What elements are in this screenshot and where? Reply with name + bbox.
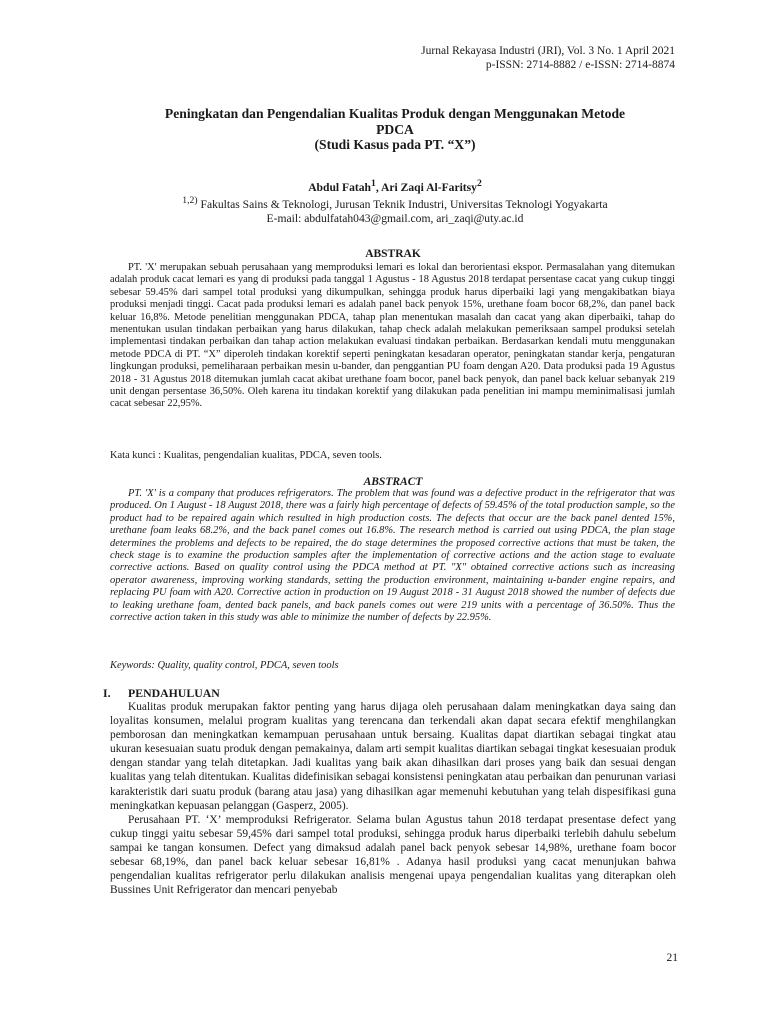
body-paragraph-1: Kualitas produk merupakan faktor penting yang harus dijaga oleh perusahaan dalam meningkatkan daya saing dan loyalitas konsumen, melalui program kualitas yang terencana dan terkendali akan dapat secara efektif menghilangkan pemborosan dan meningkatkan kemampuan perusahaan untuk bersaing. Kualitas dapat diartikan sebagai tingkat atau ukuran kesesuaian suatu produk dengan pemakainya, dalam arti sempit kualitas diartikan sebagai tingkat kesesuaian produk dengan standar yang telah ditetapkan. Jadi kualitas yang baik akan dihasilkan dari proses yang baik dan sesuai dengan kualitas yang telah ditentukan. Kualitas didefinisikan sebagai konsistensi peningkatan atau perbaikan dan penurunan variasi karakteristik dari suatu produk (barang atau jasa) yang dihasilkan agar memenuhi kebutuhan yang telah dispesifikasi guna meningkatkan kepuasan pelanggan (Gasperz, 2005). [110, 701, 676, 812]
affiliation-sup: 1,2) [182, 195, 198, 207]
author-block [110, 177, 680, 225]
abstrak-body [110, 262, 675, 411]
kata-kunci: Kata kunci : Kualitas, pengendalian kualitas, PDCA, seven tools. [110, 450, 382, 461]
abstract-body [110, 488, 675, 624]
author-2-sup: 2 [476, 178, 482, 189]
author-names [110, 177, 680, 194]
section-number: I. [103, 686, 111, 700]
journal-citation: Jurnal Rekayasa Industri (JRI), Vol. 3 No. 1 April 2021 [421, 45, 675, 57]
page-number: 21 [666, 952, 678, 964]
title-subtitle: (Studi Kasus pada PT. “X”) [314, 137, 476, 152]
author-1: Abdul Fatah [308, 180, 372, 194]
section-body [110, 700, 676, 897]
section-title: PENDAHULUAN [128, 686, 220, 700]
abstrak-heading: ABSTRAK [365, 248, 421, 260]
affiliation [110, 194, 680, 211]
paper-title [110, 106, 680, 153]
keywords: Keywords: Quality, quality control, PDCA, seven tools [110, 660, 339, 671]
author-1-sup: 1 [371, 178, 376, 189]
author-2: Ari Zaqi Al-Faritsy [381, 180, 477, 194]
title-line-1: Peningkatan dan Pengendalian Kualitas Produk dengan Menggunakan Metode [164, 106, 626, 121]
journal-issn: p-ISSN: 2714-8882 / e-ISSN: 2714-8874 [485, 59, 675, 71]
author-separator: , [375, 180, 382, 194]
author-email: E-mail: abdulfatah043@gmail.com, ari_zaqi@uty.ac.id [266, 211, 524, 225]
section-heading [103, 686, 220, 701]
affiliation-text: Fakultas Sains & Teknologi, Jurusan Teknik Industri, Universitas Teknologi Yogyakarta [197, 198, 608, 212]
body-paragraph-2: Perusahaan PT. ‘X’ memproduksi Refrigerator. Selama bulan Agustus tahun 2018 terdapat presentase defect yang cukup tinggi yaitu sebesar 59,45% dari sampel total produksi, sehingga produk harus diperbaiki terlebih dahulu sebelum sampai ke tangan konsumen. Defect yang dimaksud adalah panel back penyok sebesar 14,98%, urethane foam bocor sebesar 68,19%, dan panel back keluar sebesar 16,81% . Adanya hasil produksi yang cacat menunjukan bahwa pengendalian kualitas refrigerator perlu dilakukan analisis mengenai upaya pengendalian kualitas yang diterapkan oleh Bussines Unit Refrigerator dan mencari penyebab [110, 813, 676, 897]
journal-header [421, 44, 675, 72]
abstrak-paragraph: PT. 'X' merupakan sebuah perusahaan yang memproduksi lemari es lokal dan berorientasi ekspor. Permasalahan yang ditemukan adalah produk cacat lemari es yang di produksi pada tanggal 1 Agustus - 18 Agustus 2018 terdapat persentase cacat yang cukup tinggi sebesar 59.45% dari sampel total produksi yang dikumpulkan, sehingga produk harus diperbaiki lagi yang mengakibatkan biaya produksi menjadi tinggi. Cacat pada produksi lemari es adalah panel back penyok 15%, urethane foam bocor 68,2%, dan panel back keluar 16,8%. Metode penelitian menggunakan PDCA, tahap plan menentukan masalah dan cacat yang akan diperbaiki, tahap do menentukan usulan tindakan perbaikan yang harus dilakukan, tahap check adalah melakukan pemeriksaan sampel produksi setelah implementasi tindakan perbaikan dan tahap action melakukan evaluasi tindakan perbaikan. Berdasarkan kendali mutu menggunakan metode PDCA di PT. “X” diperoleh tindakan korektif seperti peningkatan kesadaran operator, peningkatan standar kerja, pengaturan lingkungan produksi, pemeliharaan perbaikan mesin u-bander, dan penggantian PU foam dengan A20. Data produksi pada 19 Agustus 2018 - 31 Agustus 2018 ditemukan jumlah cacat akibat urethane foam bocor, panel back penyok, dan panel back keluar sebanyak 219 unit dengan persentase 36,50%. Oleh karena itu tindakan korektif yang dilakukan pada penelitian ini mampu meminimalisasi jumlah cacat sebesar 22,95%. [110, 262, 675, 410]
abstract-heading: ABSTRACT [363, 476, 423, 488]
title-line-2: PDCA [376, 121, 414, 137]
abstract-paragraph: PT. 'X' is a company that produces refrigerators. The problem that was found was a defective product in the refrigerator that was produced. On 1 August - 18 August 2018, there was a fairly high percentage of defects of 59.45% of the total production sample, so the product had to be repaired again which resulted in high production costs. The defects that occur are the back panel dented 15%, urethane foam leaks 68.2%, and the back panel comes out 16.8%. The research method is carried out using PDCA, the plan stage determines the problems and defects to be repaired, the do stage determines the proposed corrective actions that must be taken, the check stage is to examine the production samples after the implementation of corrective actions and the action stage to evaluate corrective actions. Based on quality control using the PDCA method at PT. "X" obtained corrective actions such as increasing operator awareness, improving working standards, setting the production environment, maintaining u-bander engine repairs, and replacing PU foam with A20. Corrective action in production on 19 August 2018 - 31 August 2018 showed the number of defects due to leaking urethane foam, dented back panels, and back panels comes out were 219 units with a percentage of 36.50%. Thus the corrective action taken in this study was able to minimize the number of defects by 22.95%. [110, 488, 675, 624]
